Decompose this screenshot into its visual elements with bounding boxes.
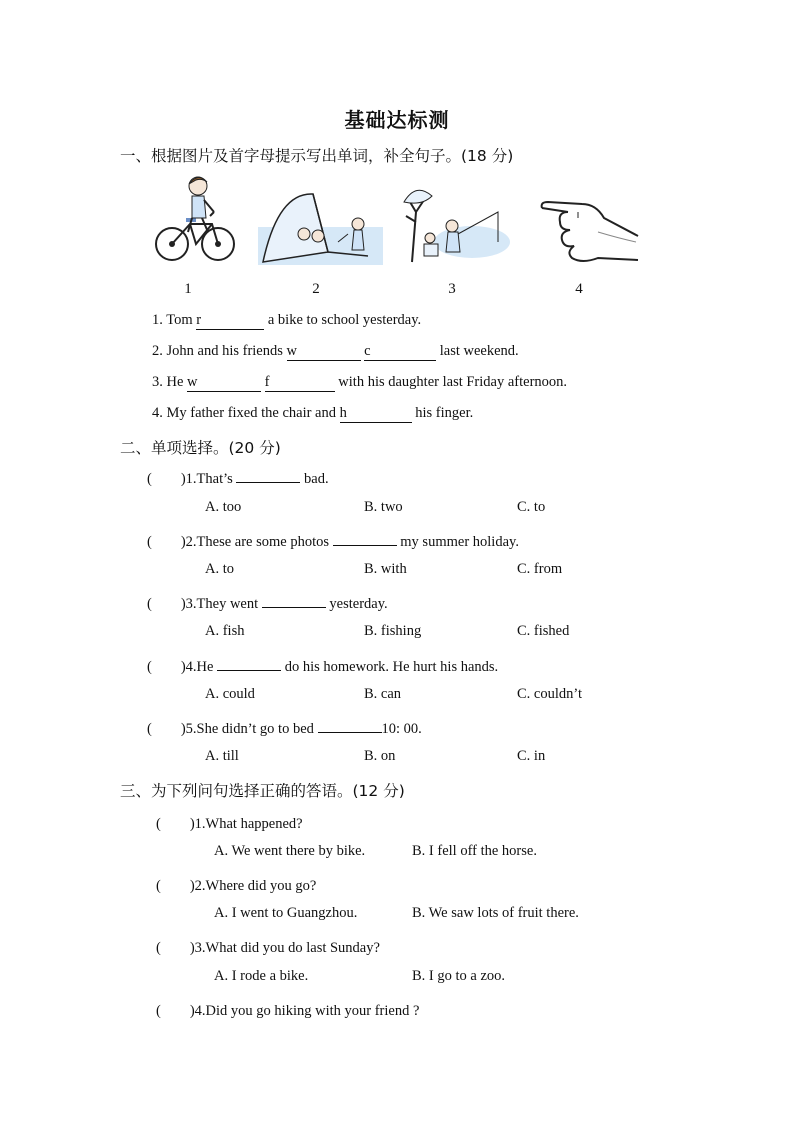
option-a[interactable]: A. We went there by bike. bbox=[214, 843, 366, 859]
fill-sentence-4: 4. My father fixed the chair and h his finger. bbox=[152, 405, 474, 421]
fill-sentence-1: 1. Tom r a bike to school yesterday. bbox=[152, 312, 422, 328]
option-a[interactable]: A. could bbox=[205, 686, 255, 702]
answer-paren[interactable]: ( ) bbox=[147, 471, 186, 487]
picture-number: 1 bbox=[184, 281, 192, 297]
answer-blank[interactable]: w bbox=[287, 343, 361, 361]
qa-question-4: ( )4.Did you go hiking with your friend ? bbox=[156, 1003, 420, 1019]
mc-question-4: ( )4.He do his homework. He hurt his hands. bbox=[147, 655, 498, 676]
riding-bike-picture bbox=[150, 172, 240, 267]
answer-paren[interactable]: ( ) bbox=[147, 659, 186, 675]
answer-paren[interactable]: ( ) bbox=[147, 534, 186, 550]
option-a[interactable]: A. till bbox=[205, 748, 239, 764]
picture-row bbox=[140, 172, 660, 272]
section-3-heading: 三、为下列问句选择正确的答语。(12 分) bbox=[120, 782, 405, 800]
option-b[interactable]: B. We saw lots of fruit there. bbox=[412, 905, 579, 921]
camping-picture bbox=[258, 172, 383, 267]
fishing-picture bbox=[402, 172, 510, 267]
option-a[interactable]: A. to bbox=[205, 561, 234, 577]
option-a[interactable]: A. I went to Guangzhou. bbox=[214, 905, 358, 921]
option-c[interactable]: C. in bbox=[517, 748, 546, 764]
answer-blank bbox=[236, 468, 300, 483]
option-a[interactable]: A. fish bbox=[205, 623, 245, 639]
option-b[interactable]: B. two bbox=[364, 499, 403, 515]
mc-question-2: ( )2.These are some photos my summer holiday. bbox=[147, 530, 519, 551]
answer-blank[interactable]: r bbox=[196, 312, 264, 330]
mc-question-1: ( )1.That’s bad. bbox=[147, 467, 329, 488]
option-b[interactable]: B. on bbox=[364, 748, 396, 764]
option-b[interactable]: B. with bbox=[364, 561, 407, 577]
mc-question-3: ( )3.They went yesterday. bbox=[147, 592, 388, 613]
answer-blank bbox=[333, 531, 397, 546]
page-title: 基础达标测 bbox=[344, 108, 450, 132]
option-a[interactable]: A. too bbox=[205, 499, 242, 515]
answer-blank[interactable]: c bbox=[364, 343, 436, 361]
option-b[interactable]: B. I go to a zoo. bbox=[412, 968, 506, 984]
section-2-heading: 二、单项选择。(20 分) bbox=[120, 439, 281, 457]
picture-number: 4 bbox=[575, 281, 583, 297]
answer-paren[interactable]: ( ) bbox=[156, 878, 195, 894]
hand-picture bbox=[538, 172, 643, 267]
answer-paren[interactable]: ( ) bbox=[156, 816, 195, 832]
answer-blank[interactable]: h bbox=[340, 405, 412, 423]
answer-paren[interactable]: ( ) bbox=[147, 596, 186, 612]
option-b[interactable]: B. fishing bbox=[364, 623, 422, 639]
answer-blank bbox=[217, 656, 281, 671]
option-c[interactable]: C. fished bbox=[517, 623, 570, 639]
section-1-heading: 一、根据图片及首字母提示写出单词，补全句子。(18 分) bbox=[120, 147, 514, 165]
answer-blank[interactable]: w bbox=[187, 374, 261, 392]
qa-question-3: ( )3.What did you do last Sunday? bbox=[156, 940, 380, 956]
option-b[interactable]: B. can bbox=[364, 686, 402, 702]
answer-blank bbox=[262, 593, 326, 608]
picture-number: 3 bbox=[448, 281, 456, 297]
option-c[interactable]: C. to bbox=[517, 499, 546, 515]
qa-question-2: ( )2.Where did you go? bbox=[156, 878, 317, 894]
mc-question-5: ( )5.She didn’t go to bed 10: 00. bbox=[147, 717, 422, 738]
picture-number: 2 bbox=[312, 281, 320, 297]
option-c[interactable]: C. couldn’t bbox=[517, 686, 582, 702]
fill-sentence-2: 2. John and his friends w c last weekend. bbox=[152, 343, 519, 359]
option-c[interactable]: C. from bbox=[517, 561, 563, 577]
answer-paren[interactable]: ( ) bbox=[147, 721, 186, 737]
option-b[interactable]: B. I fell off the horse. bbox=[412, 843, 537, 859]
answer-blank[interactable]: f bbox=[265, 374, 335, 392]
answer-paren[interactable]: ( ) bbox=[156, 1003, 195, 1019]
option-a[interactable]: A. I rode a bike. bbox=[214, 968, 309, 984]
qa-question-1: ( )1.What happened? bbox=[156, 816, 303, 832]
answer-paren[interactable]: ( ) bbox=[156, 940, 195, 956]
fill-sentence-3: 3. He w f with his daughter last Friday afternoon. bbox=[152, 374, 568, 390]
answer-blank bbox=[318, 718, 382, 733]
